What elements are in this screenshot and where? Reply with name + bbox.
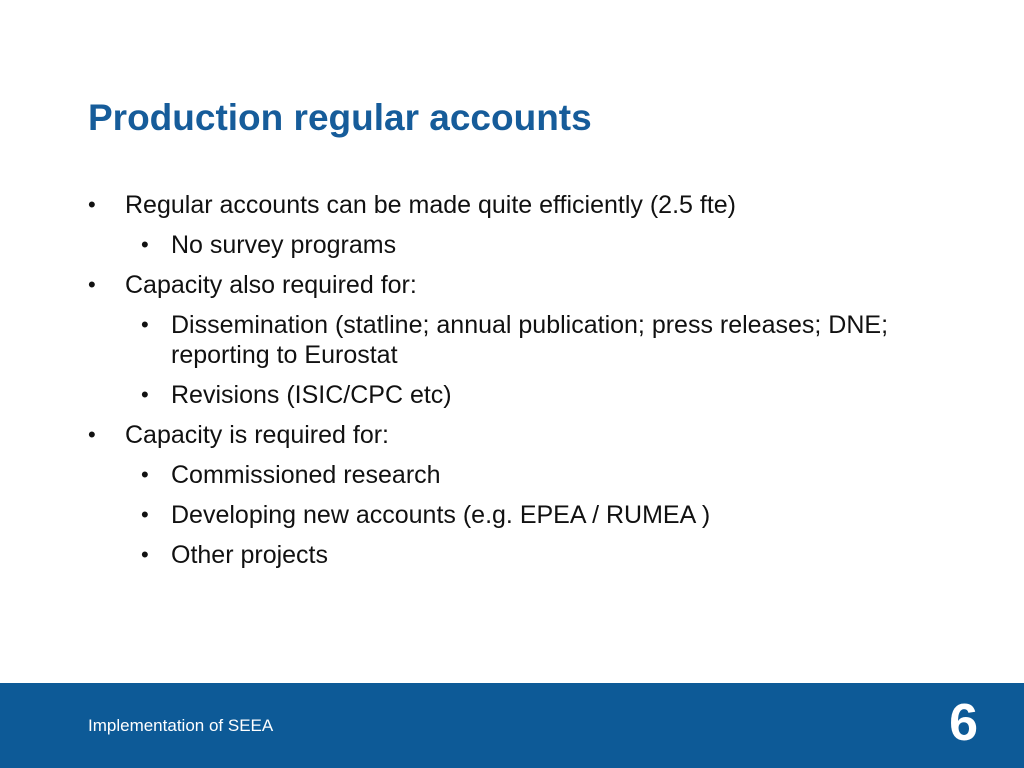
bullet-text: No survey programs	[171, 231, 397, 259]
bullet-text: Capacity is required for:	[125, 421, 390, 449]
bullet-text: Regular accounts can be made quite efficiently (2.5 fte)	[125, 191, 736, 219]
bullet-icon: •	[141, 312, 149, 337]
bullet-text: Dissemination (statline; annual publication; press releases; DNE; reporting to Eurostat	[171, 311, 889, 369]
bullet-icon: •	[88, 272, 96, 297]
bullet-icon: •	[141, 232, 149, 257]
sub-bullet-item	[88, 460, 948, 490]
sub-bullet-item	[88, 500, 948, 530]
bullet-text: Other projects	[171, 541, 329, 569]
bullet-item	[88, 190, 948, 220]
footer-text: Implementation of SEEA	[88, 716, 274, 735]
sub-bullet-item	[88, 380, 948, 410]
bullet-item	[88, 270, 948, 300]
bullet-item	[88, 420, 948, 450]
page-number: 6	[949, 694, 978, 752]
bullet-icon: •	[88, 192, 96, 217]
bullet-icon: •	[88, 422, 96, 447]
bullet-text: Revisions (ISIC/CPC etc)	[171, 381, 452, 409]
bullet-text: Commissioned research	[171, 461, 441, 489]
bullet-text: Capacity also required for:	[125, 271, 417, 299]
slide-title: Production regular accounts	[88, 97, 592, 138]
bullet-icon: •	[141, 382, 149, 407]
bullet-icon: •	[141, 542, 149, 567]
sub-bullet-item	[88, 540, 948, 570]
bullet-icon: •	[141, 462, 149, 487]
bullet-text: Developing new accounts (e.g. EPEA / RUMEA )	[171, 501, 711, 529]
bullet-list	[88, 190, 948, 580]
sub-bullet-item	[88, 310, 948, 370]
sub-bullet-item	[88, 230, 948, 260]
footer-bar	[0, 683, 1024, 768]
bullet-icon: •	[141, 502, 149, 527]
